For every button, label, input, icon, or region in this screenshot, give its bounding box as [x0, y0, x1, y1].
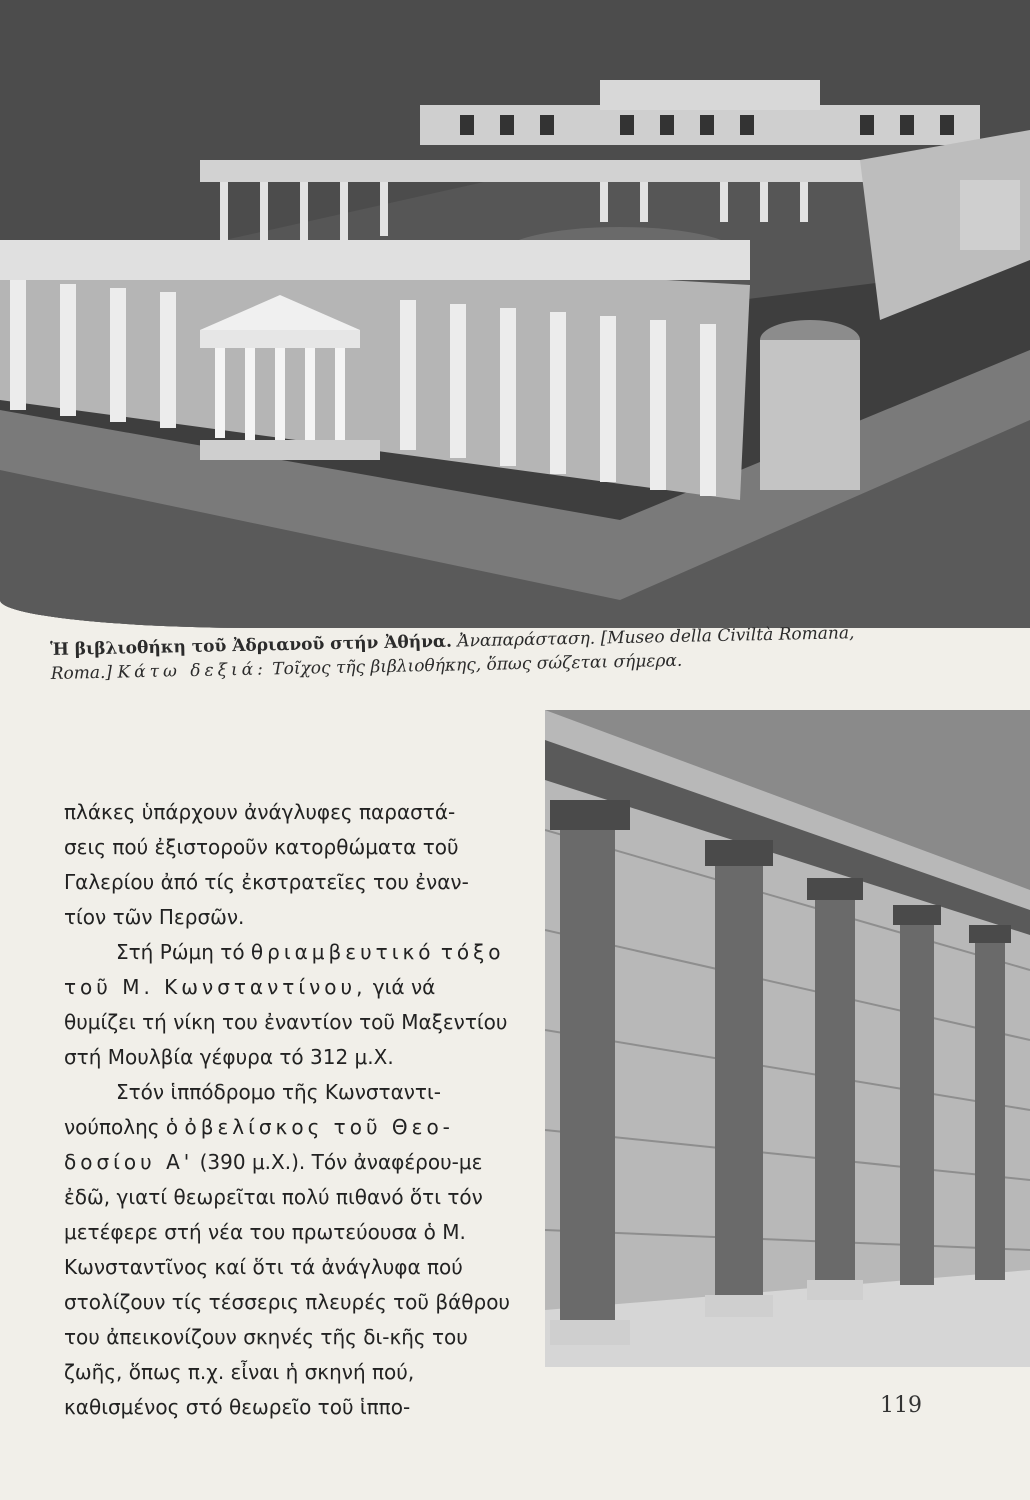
page-number: 119: [880, 1393, 922, 1418]
arch-term: θριαμβευτικό: [250, 940, 435, 964]
arch-text: γιά νά θυμίζει τή νίκη του ἐναντίον τοῦ Μαξεντίου στή Μουλβία γέφυρα τό 312 μ.Χ.: [64, 975, 508, 1069]
body-line: σεις πού ἐξιστοροῦν κατορθώματα τοῦ: [64, 835, 459, 859]
caption-below-right-text: Τοῖχος τῆς βιβλιοθήκης, ὅπως σώζεται σήμερα.: [272, 650, 683, 680]
library-wall-illustration: [545, 710, 1030, 1367]
figure-caption: [50, 619, 951, 686]
body-line: Γαλερίου ἀπό τίς ἐκστρατεῖες του ἐναν-: [64, 870, 469, 894]
caption-source-line2: Roma.]: [50, 662, 113, 684]
obelisk-text: (390 μ.Χ.). Τόν ἀναφέρου-με ἐδῶ, γιατί θεωρεῖται πολύ πιθανό ὅτι τόν μετέφερε στή νέα του πρωτεύουσα ὁ Μ. Κωνσταντῖνος καί ὅτι τά ἀνάγλυφα πού στολίζουν τίς τέσσερις πλευρές τοῦ βάθρου του ἀπεικονίζουν σκηνές τῆς δι-κῆς του ζωῆς, ὅπως π.χ. εἶναι ἡ σκηνή πού, καθισμένος στό θεωρεῖο τοῦ ἱππο-: [64, 1150, 511, 1419]
caption-source-line1: [Museo della Civiltà Romana,: [600, 623, 855, 649]
body-text: [64, 795, 510, 1425]
obelisk-intro: Στόν ἱππόδρομο τῆς Κωνσταντι-νούπολης ὁ: [64, 1080, 441, 1139]
caption-subtitle: Ἀναπαράσταση.: [457, 628, 596, 652]
caption-position-label: Κάτω δεξιά:: [117, 659, 268, 683]
arch-name: τόξο τοῦ Μ. Κωνσταντίνου,: [64, 940, 505, 999]
library-model-illustration: [0, 0, 1030, 628]
paragraph-arch: [64, 935, 510, 1075]
obelisk-name: δοσίου Α': [64, 1150, 194, 1174]
library-wall-photo: [545, 710, 1030, 1367]
arch-intro: Στή Ρώμη τό: [116, 940, 245, 964]
caption-title: Ἡ βιβλιοθήκη τοῦ Ἀδριανοῦ στήν Ἀθήνα.: [50, 631, 453, 660]
library-model-photo: [0, 0, 1030, 628]
paragraph-obelisk: [64, 1075, 510, 1425]
body-line: τίον τῶν Περσῶν.: [64, 905, 245, 929]
obelisk-term: ὀβελίσκος τοῦ Θεο-: [184, 1115, 454, 1139]
body-line: πλάκες ὑπάρχουν ἀνάγλυφες παραστά-: [64, 800, 456, 824]
